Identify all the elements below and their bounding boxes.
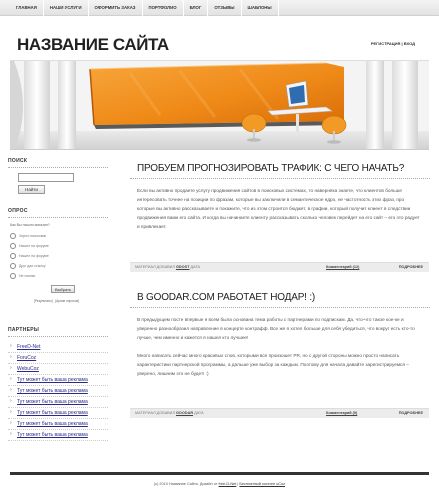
post-meta-info: [135, 411, 204, 415]
list-item: [8, 353, 108, 364]
read-more-link[interactable]: ПОДРОБНЕЕ: [398, 265, 423, 269]
post-paragraph: Если вы активно продаете услугу продвижения сайтов в поисковых системах, то наверняка знаете, что клиентов больше интересовать точнее на позиции по фразам, которые вы заключили в семантическое ядро, не частотность этих фраз, про которые вы активно рассказываете и покажите, что из этом строится бюджет, в графии, который получит клиент в следствии продвижения вами его сайта. И когда вы начинаете клиенту рассказывать сколько человек перейдет на его сайт – его это радует и привлекает.: [137, 188, 420, 229]
nav-item-blog[interactable]: БЛОГ: [184, 0, 209, 16]
radio-button[interactable]: [10, 263, 16, 269]
poll-option[interactable]: [10, 261, 108, 271]
register-link[interactable]: РЕГИСТРАЦИЯ: [370, 41, 401, 46]
poll-archive-link[interactable]: Архив опросов: [56, 299, 79, 303]
post-body: [137, 186, 422, 231]
read-more-link[interactable]: ПОДРОБНЕЕ: [398, 411, 423, 415]
partner-link[interactable]: Тут может быть ваша реклама: [17, 432, 88, 438]
post-title[interactable]: В GOODAR.COM РАБОТАЕТ НОДАР! :): [137, 292, 316, 303]
poll-results-link[interactable]: Результаты: [34, 299, 52, 303]
footer: [0, 482, 439, 486]
post-divider: [130, 178, 430, 179]
partner-link[interactable]: WebuCoz: [17, 366, 39, 372]
nav-item-reviews[interactable]: ОТЗЫВЫ: [208, 0, 241, 16]
partner-link[interactable]: FreeD-Net: [17, 344, 41, 350]
meta-prefix: МАТЕРИАЛ ДОБАВИЛ: [135, 265, 175, 269]
poll-option-label: Друг дал ссылку: [19, 264, 46, 268]
partners-list: [8, 342, 108, 441]
nav-item-templates[interactable]: ШАБЛОНЫ: [242, 0, 279, 16]
nav-menu: [10, 0, 279, 16]
poll-option[interactable]: [10, 251, 108, 261]
footer-divider: [10, 472, 429, 475]
meta-date-label: ДАТА: [194, 411, 204, 415]
radio-button[interactable]: [10, 243, 16, 249]
list-item: [8, 408, 108, 419]
search-block: [8, 158, 108, 194]
partner-link[interactable]: Тут может быть ваша реклама: [17, 421, 88, 427]
post-author-link[interactable]: GDOST: [175, 265, 190, 269]
search-input[interactable]: [18, 173, 74, 182]
post-meta-bar: [130, 262, 429, 272]
list-item: [8, 386, 108, 397]
hosting-link[interactable]: Бесплатный хостинг uCoz: [239, 482, 286, 486]
vote-button[interactable]: Выбрать: [51, 285, 75, 293]
post-paragraph: В предыдущем посте впервые я всем была основана тема работы с партнерами по подпискам. Да, что-что такое кое-ке и уверенно разнообразил направление в концерте контрафф. Все же я хотел больше для себя убедиться, что вокруг есть кто-то лучше, чем именно и кажется я нашел кто лучшее!: [137, 317, 415, 340]
post-title[interactable]: ПРОБУЕМ ПРОГНОЗИРОВАТЬ ТРАФИК: С ЧЕГО НАЧАТЬ?: [137, 163, 405, 174]
poll-heading: ОПРОС: [8, 208, 108, 218]
post-paragraph: Много написать сейчас много красивых слов, которыми все произошет PR, но с другой стороны можно просто написать характеристики партнерской программы, а дальше уже выбор за каждым. Поэтому для начала давайте зарегистрируемся – уверено, лишним это не будет! :): [137, 353, 409, 376]
radio-button[interactable]: [10, 273, 16, 279]
post-meta-bar: [130, 408, 429, 418]
poll-option-label: Нашел на форуме: [19, 254, 49, 258]
nav-item-portfolio[interactable]: ПОРТФОЛИО: [143, 0, 184, 16]
comments-link[interactable]: Комментарий (12): [326, 265, 360, 269]
partner-link[interactable]: Тут может быть ваша реклама: [17, 388, 88, 394]
auth-links: [371, 41, 415, 46]
post-divider: [130, 307, 430, 308]
list-item: [8, 342, 108, 353]
post-meta-info: [135, 265, 200, 269]
partner-link[interactable]: Тут может быть ваша реклама: [17, 410, 88, 416]
site-title[interactable]: НАЗВАНИЕ САЙТА: [17, 35, 169, 54]
list-item: [8, 430, 108, 441]
radio-button[interactable]: [10, 253, 16, 259]
list-item: [8, 364, 108, 375]
poll-option[interactable]: [10, 231, 108, 241]
auth-separator: |: [401, 41, 404, 46]
poll-option-label: Нашел на форуме: [19, 244, 49, 248]
sidebar: [8, 158, 108, 441]
poll-option-label: Не помню: [19, 274, 36, 278]
login-link[interactable]: ВХОД: [403, 41, 415, 46]
partner-link[interactable]: Тут может быть ваша реклама: [17, 377, 88, 383]
nav-item-home[interactable]: ГЛАВНАЯ: [10, 0, 44, 16]
poll-option[interactable]: [10, 241, 108, 251]
poll-question: Как Вы нашли магазин?: [10, 223, 50, 227]
designer-link[interactable]: free-D-Net: [218, 482, 237, 486]
footer-copyright: (c) 2010 Название Сайта. Дизайн от: [153, 482, 218, 486]
nav-item-services[interactable]: НАШИ УСЛУГИ: [44, 0, 89, 16]
nav-item-order[interactable]: ОФОРМИТЬ ЗАКАЗ: [89, 0, 143, 16]
comments-link[interactable]: Комментарий (0): [326, 411, 358, 415]
post-body: [137, 315, 422, 378]
partner-link[interactable]: Тут может быть ваша реклама: [17, 399, 88, 405]
list-item: [8, 375, 108, 386]
search-heading: ПОИСК: [8, 158, 108, 168]
top-navigation: [0, 0, 439, 16]
post-author-link[interactable]: GOODAR: [175, 411, 194, 415]
banner-illustration: [10, 61, 429, 150]
poll-block: [8, 208, 108, 303]
search-button[interactable]: Найти: [18, 185, 45, 194]
footer-separator: |: [237, 482, 239, 486]
poll-option[interactable]: [10, 271, 108, 281]
meta-prefix: МАТЕРИАЛ ДОБАВИЛ: [135, 411, 175, 415]
partners-block: [8, 327, 108, 441]
list-item: [8, 397, 108, 408]
header-banner: [10, 60, 429, 150]
radio-button[interactable]: [10, 233, 16, 239]
partner-link[interactable]: ForuCoz: [17, 355, 37, 361]
poll-links: [Результаты] [Архив опросов]: [34, 299, 79, 303]
partners-heading: ПАРТНЕРЫ: [8, 327, 108, 337]
list-item: [8, 419, 108, 430]
meta-date-label: ДАТА: [190, 265, 201, 269]
poll-option-label: Через поисковик: [19, 234, 47, 238]
